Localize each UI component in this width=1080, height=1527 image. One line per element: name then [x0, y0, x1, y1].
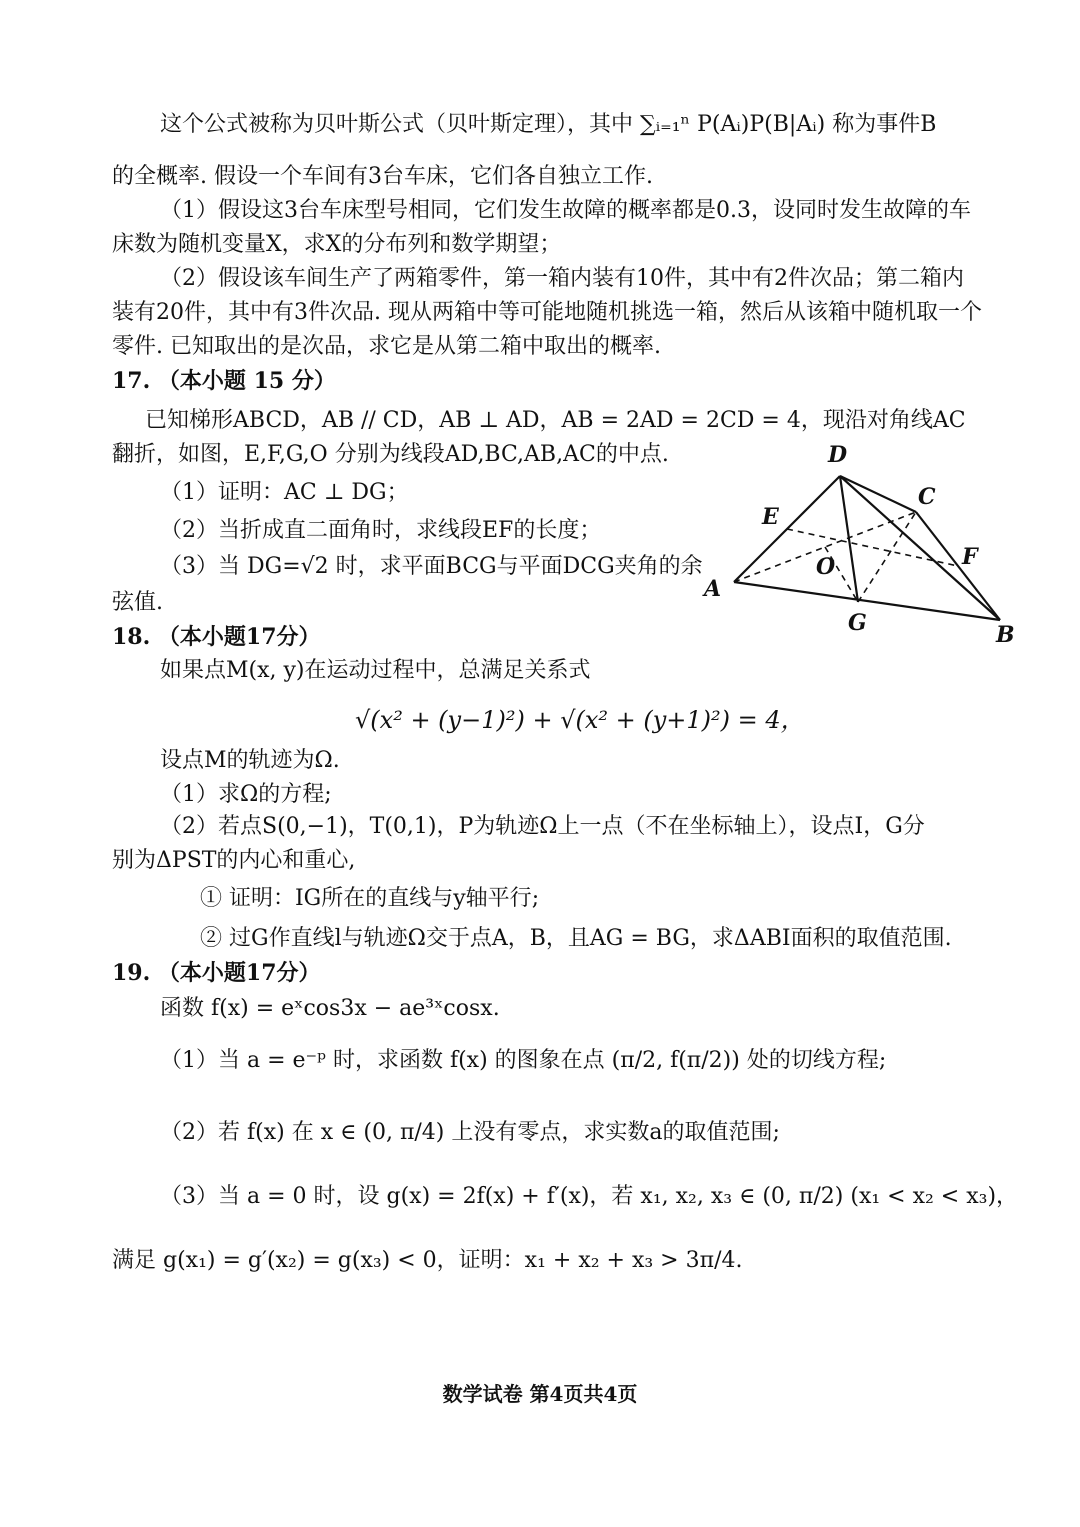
problem-18-sub-1: ① 证明：IG所在的直线与y轴平行;: [200, 886, 540, 911]
problem-19-function: 函数 f(x) = eˣcos3x − ae³ˣcosx.: [160, 996, 500, 1021]
problem-17-stem-2: 翻折，如图，E,F,G,O 分别为线段AD,BC,AB,AC的中点.: [112, 442, 669, 467]
bayes-line-2: 的全概率. 假设一个车间有3台车床，它们各自独立工作.: [112, 164, 653, 189]
problem-18-stem: 如果点M(x, y)在运动过程中，总满足关系式: [160, 658, 591, 683]
problem-17-q1: （1）证明：AC ⊥ DG；: [160, 480, 409, 505]
bayes-q2-b: 装有20件，其中有3件次品. 现从两箱中等可能地随机挑选一箱，然后从该箱中随机取一个: [112, 300, 982, 325]
edge-DG: [840, 476, 858, 602]
page-footer: 数学试卷 第4页共4页: [442, 1382, 638, 1406]
label-B: B: [996, 622, 1015, 648]
problem-18-header: 18. （本小题17分）: [112, 624, 321, 650]
problem-18-equation: √(x² + (y−1)²) + √(x² + (y+1)²) = 4，: [355, 706, 805, 734]
bayes-line-1: 这个公式被称为贝叶斯公式（贝叶斯定理），其中 ∑ᵢ₌₁ⁿ P(Aᵢ)P(B|Aᵢ) 称为事件B: [160, 112, 937, 137]
edge-CB: [916, 512, 1000, 620]
label-E: E: [762, 504, 779, 530]
label-C: C: [918, 484, 936, 510]
problem-19-q3-a: （3）当 a = 0 时，设 g(x) = 2f(x) + f′(x)，若 x₁, x₂, x₃ ∈ (0, π/2) (x₁ < x₂ < x₃)，: [160, 1184, 1019, 1209]
tetrahedron-figure: [690, 440, 1030, 650]
problem-19-q1: （1）当 a = e⁻ᵖ 时，求函数 f(x) 的图象在点 (π/2, f(π/2)) 处的切线方程;: [160, 1048, 887, 1073]
edge-GC: [858, 512, 916, 602]
problem-17-q3-b: 弦值.: [112, 590, 163, 615]
label-D: D: [828, 442, 848, 468]
label-A: A: [704, 576, 722, 602]
problem-19-q2: （2）若 f(x) 在 x ∈ (0, π/4) 上没有零点，求实数a的取值范围;: [160, 1120, 780, 1145]
problem-17-q3-a: （3）当 DG=√2 时，求平面BCG与平面DCG夹角的余: [160, 554, 703, 579]
problem-17-stem-1: 已知梯形ABCD，AB // CD，AB ⊥ AD，AB = 2AD = 2CD = 4，现沿对角线AC: [145, 408, 966, 433]
problem-18-sub-2: ② 过G作直线l与轨迹Ω交于点A，B，且AG = BG，求ΔABI面积的取值范围.: [200, 926, 952, 951]
problem-18-q1: （1）求Ω的方程;: [160, 782, 332, 807]
bayes-q2-c: 零件. 已知取出的是次品，求它是从第二箱中取出的概率.: [112, 334, 661, 359]
label-G: G: [848, 610, 867, 636]
label-O: O: [816, 554, 836, 580]
problem-18-locus: 设点M的轨迹为Ω.: [160, 748, 340, 773]
bayes-q1-b: 床数为随机变量X，求X的分布列和数学期望；: [112, 232, 562, 257]
problem-19-q3-b: 满足 g(x₁) = g′(x₂) = g(x₃) < 0，证明：x₁ + x₂ + x₃ > 3π/4.: [112, 1248, 743, 1273]
problem-17-q2: （2）当折成直二面角时，求线段EF的长度；: [160, 518, 602, 543]
problem-19-header: 19. （本小题17分）: [112, 960, 321, 986]
label-F: F: [962, 544, 978, 570]
problem-17-header: 17. （本小题 15 分）: [112, 368, 336, 394]
bayes-q2-a: （2）假设该车间生产了两箱零件，第一箱内装有10件，其中有2件次品；第二箱内: [160, 266, 964, 291]
bayes-q1-a: （1）假设这3台车床型号相同，它们发生故障的概率都是0.3，设同时发生故障的车: [160, 198, 971, 223]
edge-DC: [840, 476, 916, 512]
tetrahedron-solid-edges: [734, 476, 1000, 620]
problem-18-q2-b: 别为ΔPST的内心和重心,: [112, 848, 356, 873]
problem-18-q2-a: （2）若点S(0,−1)，T(0,1)，P为轨迹Ω上一点（不在坐标轴上），设点I，G分: [160, 814, 925, 839]
